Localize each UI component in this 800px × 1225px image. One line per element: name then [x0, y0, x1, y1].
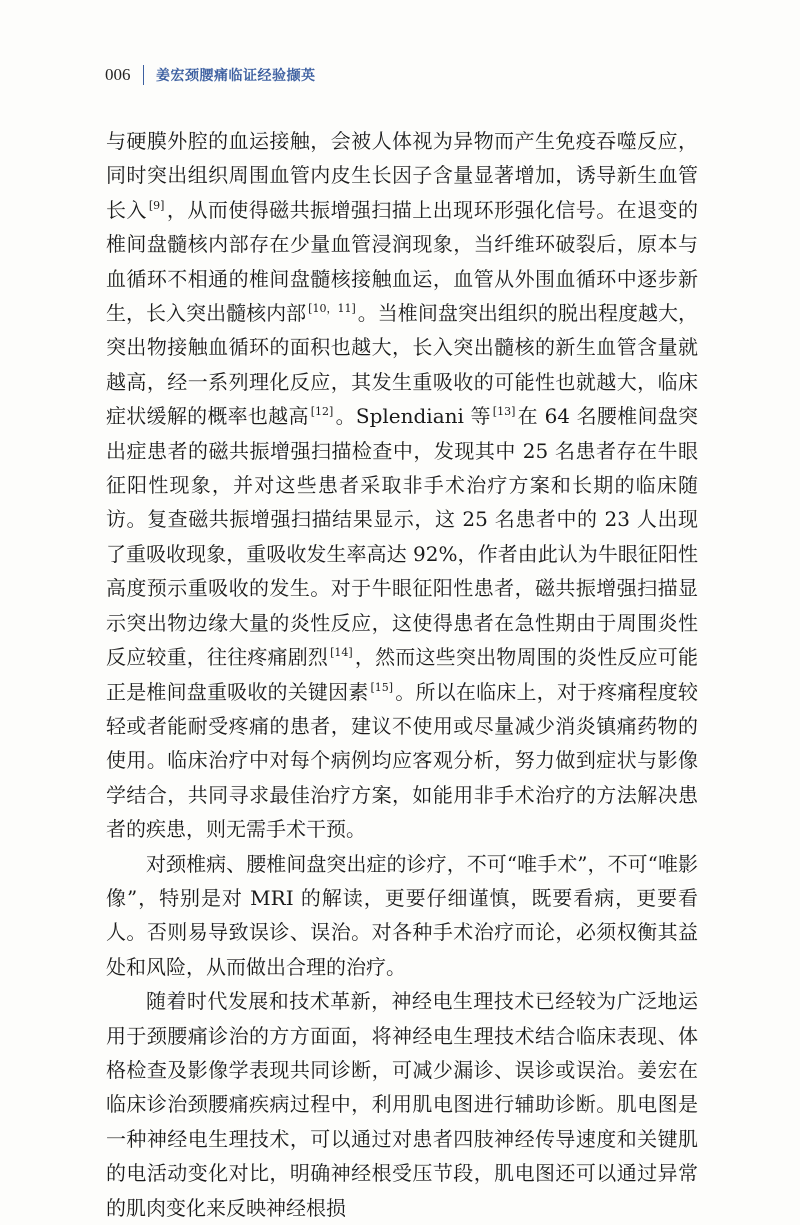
- text-run: ，然而这些突出物周围的炎性反应可能正是椎间盘重吸收的关键因素: [106, 645, 699, 704]
- header-divider: [143, 65, 145, 85]
- page-number: 006: [105, 65, 131, 84]
- citation-ref: [12]: [310, 405, 334, 419]
- body-text: [106, 124, 698, 1225]
- book-title: 姜宏颈腰痛临证经验撷英: [156, 68, 316, 84]
- text-run: 。当椎间盘突出组织的脱出程度越大，突出物接触血循环的面积也越大，长入突出髓核的新生血管含量就越高，经一系列理化反应，其发生重吸收的可能性也就越大，临床症状缓解的概率也越高: [106, 301, 699, 429]
- paragraph: [106, 984, 698, 1225]
- text-run: 在 64 名腰椎间盘突出症患者的磁共振增强扫描检查中，发现其中 25 名患者存在牛眼征阳性现象，并对这些患者采取非手术治疗方案和长期的临床随访。复查磁共振增强扫描结果显示，这 25 名患者中的 23 人出现了重吸收现象，重吸收发生率高达 92%，作者由此认为牛眼征阳性高度预示重吸收的发生。对于牛眼征阳性患者，磁共振增强扫描显示突出物边缘大量的炎性反应，这使得患者在急性期由于周围炎性反应较重，往往疼痛剧烈: [106, 404, 699, 670]
- citation-ref: [13]: [492, 405, 516, 419]
- citation-ref: [14]: [330, 646, 353, 660]
- text-run: 。Splendiani 等: [335, 404, 491, 429]
- paragraph: [106, 124, 698, 847]
- text-run: ，从而使得磁共振增强扫描上出现环形强化信号。在退变的椎间盘髓核内部存在少量血管浸润现象，当纤维环破裂后，原本与血循环不相通的椎间盘髓核接触血运，血管从外围血循环中逐步新生，长入突出髓核内部: [106, 197, 699, 326]
- citation-ref: [15]: [370, 680, 394, 694]
- text-run: 随着时代发展和技术革新，神经电生理技术已经较为广泛地运用于颈腰痛诊治的方方面面，将神经电生理技术结合临床表现、体格检查及影像学表现共同诊断，可减少漏诊、误诊或误治。姜宏在临床诊治颈腰痛疾病过程中，利用肌电图进行辅助诊断。肌电图是一种神经电生理技术，可以通过对患者四肢神经传导速度和关键肌的电活动变化对比，明确神经根受压节段，肌电图还可以通过异常的肌肉变化来反映神经根损: [106, 989, 698, 1220]
- text-run: 对颈椎病、腰椎间盘突出症的诊疗，不可“唯手术”，不可“唯影像”，特别是对 MRI 的解读，更要仔细谨慎，既要看病，更要看人。否则易导致误诊、误治。对各种手术治疗而论，必须权衡其益处和风险，从而做出合理的治疗。: [106, 851, 698, 979]
- citation-ref: [10，11]: [308, 302, 356, 316]
- text-run: 与硬膜外腔的血运接触，会被人体视为异物而产生免疫吞噬反应，同时突出组织周围血管内皮生长因子含量显著增加，诱导新生血管长入: [106, 129, 698, 222]
- text-run: 。所以在临床上，对于疼痛程度较轻或者能耐受疼痛的患者，建议不使用或尽量减少消炎镇痛药物的使用。临床治疗中对每个病例均应客观分析，努力做到症状与影像学结合，共同寻求最佳治疗方案，如能用非手术治疗的方法解决患者的疾患，则无需手术干预。: [106, 679, 699, 842]
- page-header: [105, 62, 316, 88]
- citation-ref: [9]: [148, 198, 165, 212]
- paragraph: [106, 847, 698, 985]
